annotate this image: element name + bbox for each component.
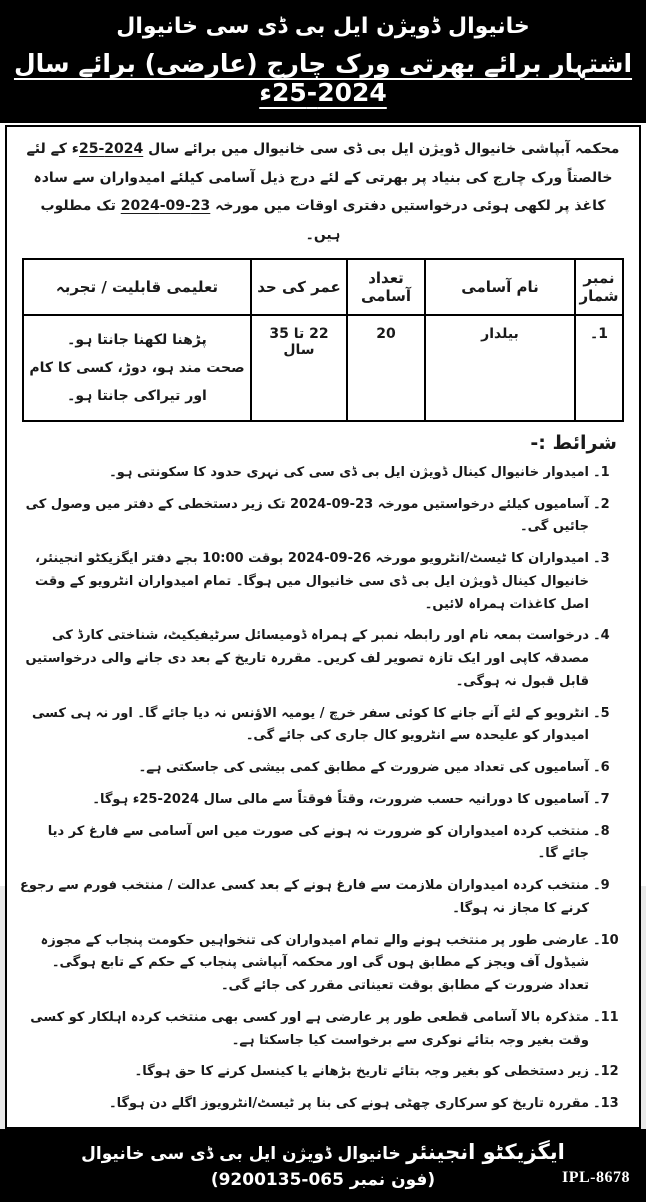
condition-item-10 bbox=[17, 930, 625, 998]
cell-qualification bbox=[23, 315, 251, 421]
department-title: خانیوال ڈویژن ایل بی ڈی سی خانیوال bbox=[116, 14, 530, 39]
intro-year: 2024-25 bbox=[78, 141, 144, 157]
condition-item-6 bbox=[17, 757, 625, 780]
col-serial-number: نمبر شمار bbox=[575, 259, 623, 315]
issuing-authority bbox=[10, 1138, 636, 1167]
condition-item-13 bbox=[17, 1093, 625, 1116]
col-number-of-posts: تعداد آسامی bbox=[347, 259, 425, 315]
condition-number: 6۔ bbox=[593, 760, 610, 775]
cell-post-name: بیلدار bbox=[425, 315, 575, 421]
condition-text: زیر دستخطی کو بغیر وجہ بتائے تاریخ بڑھانے یا کینسل کرنے کا حق ہوگا۔ bbox=[134, 1064, 589, 1080]
condition-number: 8۔ bbox=[593, 823, 610, 839]
content-area bbox=[5, 125, 641, 1129]
advertisement-title: اشتہار برائے بھرتی ورک چارج (عارضی) برائے سال 2024-25ء bbox=[13, 49, 633, 107]
condition-item-11 bbox=[17, 1007, 625, 1053]
qualification-line-2: صحت مند ہو، دوڑ، کسی کا کام اور تیراکی جانتا ہو۔ bbox=[29, 359, 245, 404]
conditions-heading: شرائط :- bbox=[530, 431, 617, 454]
condition-number: 2۔ bbox=[593, 496, 610, 512]
intro-deadline-date: 23-09-2024 bbox=[120, 198, 211, 215]
intro-text-3: تک مطلوب ہیں۔ bbox=[40, 198, 341, 244]
condition-item-7 bbox=[17, 789, 625, 812]
condition-text: عارضی طور پر منتخب ہونے والے تمام امیدواران کی تنخواہیں حکومت پنجاب کے مجوزہ شیڈول آف ویجز کے مطابق ہوں گی اور محکمہ آبپاشی پنجاب کے حکم کے تابع ہوگی۔ تعداد ضرورت کے مطابق بوقت تعیناتی مقرر کی جائے گی۔ bbox=[40, 932, 589, 993]
condition-text: امیدوار خانیوال کینال ڈویژن ایل بی ڈی سی کی نہری حدود کا سکونتی ہو۔ bbox=[109, 464, 589, 480]
table-header-row bbox=[23, 259, 623, 315]
vacancy-table bbox=[22, 258, 624, 422]
condition-item-4 bbox=[17, 625, 625, 693]
condition-text: منتخب کردہ امیدواران کو ضرورت نہ ہونے کی صورت میں اس آسامی سے فارغ کر دیا جائے گا۔ bbox=[47, 823, 589, 862]
condition-number: 1۔ bbox=[593, 464, 610, 480]
table-row bbox=[23, 315, 623, 421]
condition-item-9 bbox=[17, 875, 625, 921]
cell-number-of-posts: 20 bbox=[347, 315, 425, 421]
condition-text: انٹرویو کے لئے آنے جانے کا کوئی سفر خرچ / یومیہ الاؤنس نہ دیا جائے گا۔ اور نہ ہی کسی امیدوار کو علیحدہ سے انٹرویو کال جاری کی جائے گی۔ bbox=[32, 705, 589, 744]
condition-text: امیدواران کا ٹیسٹ/انٹرویو مورخہ 26-09-2024 بوقت 10:00 بجے دفتر ایگزیکٹو انجینئر، خانیوال کینال ڈویژن ایل بی ڈی سی خانیوال میں ہوگا۔ تمام امیدواران انٹرویو کے وقت اصل کاغذات ہمراہ لائیں۔ bbox=[34, 551, 589, 612]
condition-number: 7۔ bbox=[593, 791, 610, 807]
condition-number: 3۔ bbox=[593, 551, 610, 566]
condition-text: منتخب کردہ امیدواران ملازمت سے فارغ ہونے کے بعد کسی عدالت / منتخب فورم سے رجوع کرنے کا مجاز نہ ہوگا۔ bbox=[20, 878, 589, 916]
intro-text-1: محکمہ آبپاشی خانیوال ڈویژن ایل بی ڈی سی خانیوال میں برائے سال bbox=[143, 141, 620, 157]
footer-band bbox=[0, 1129, 646, 1202]
condition-text: آسامیوں کی تعداد میں ضرورت کے مطابق کمی بیشی کی جاسکتی ہے۔ bbox=[138, 760, 589, 775]
condition-text: درخواست بمعہ نام اور رابطہ نمبر کے ہمراہ ڈومیسائل سرٹیفیکیٹ، شناختی کارڈ کی مصدقہ کاپی اور ایک تازہ تصویر لف کریں۔ مقررہ تاریخ کے بعد دی جانے والی درخواستیں قابل قبول نہ ہوگی۔ bbox=[25, 628, 589, 689]
officer-designation: ایگزیکٹو انجینئر bbox=[406, 1139, 565, 1164]
condition-item-8 bbox=[17, 821, 625, 867]
phone-number: (فون نمبر 065-9200135) bbox=[210, 1170, 436, 1191]
condition-item-3 bbox=[17, 548, 625, 616]
col-post-name: نام آسامی bbox=[425, 259, 575, 315]
ipl-reference-number: IPL-8678 bbox=[562, 1169, 630, 1187]
qualification-line-1: پڑھنا لکھنا جانتا ہو۔ bbox=[67, 331, 207, 348]
cell-age-limit: 22 تا 35 سال bbox=[251, 315, 347, 421]
condition-text: متذکرہ بالا آسامی قطعی طور پر عارضی ہے اور کسی بھی منتخب کردہ اہلکار کو کسی وقت بغیر وجہ بتائے نوکری سے برخواست کیا جاسکتا ہے۔ bbox=[30, 1009, 589, 1048]
col-qualification: تعلیمی قابلیت / تجربہ bbox=[23, 259, 251, 315]
condition-item-1 bbox=[17, 462, 625, 485]
condition-number: 9۔ bbox=[593, 878, 610, 893]
condition-number: 10۔ bbox=[593, 932, 619, 948]
condition-number: 13۔ bbox=[593, 1096, 619, 1111]
condition-number: 4۔ bbox=[593, 628, 610, 644]
condition-number: 11۔ bbox=[593, 1009, 619, 1025]
condition-number: 12۔ bbox=[593, 1064, 619, 1080]
condition-item-2 bbox=[17, 494, 625, 540]
conditions-list bbox=[15, 462, 631, 1116]
condition-item-12 bbox=[17, 1061, 625, 1084]
condition-item-5 bbox=[17, 703, 625, 749]
cell-serial-number: 1۔ bbox=[575, 315, 623, 421]
header-band bbox=[0, 0, 646, 123]
officer-division: خانیوال ڈویژن ایل بی ڈی سی خانیوال bbox=[81, 1143, 401, 1164]
condition-text: مقررہ تاریخ کو سرکاری چھٹی ہونے کی بنا پر ٹیسٹ/انٹرویوز اگلے دن ہوگا۔ bbox=[108, 1096, 589, 1111]
condition-text: آسامیوں کیلئے درخواستیں مورخہ 23-09-2024 تک زیر دستخطی کے دفتر میں وصول کی جائیں گی۔ bbox=[25, 496, 589, 535]
condition-number: 5۔ bbox=[593, 705, 610, 721]
col-age-limit: عمر کی حد bbox=[251, 259, 347, 315]
intro-text-2: ء کے لئے خالصتاً ورک چارج کی بنیاد پر بھرتی کے لئے درج ذیل آسامی کیلئے امیدواران سے سادہ کاغذ پر لکھی ہوئی درخواستیں دفتری اوقات میں مورخہ bbox=[26, 141, 613, 215]
condition-text: آسامیوں کا دورانیہ حسب ضرورت، وقتاً فوقتاً سے مالی سال 2024-25ء ہوگا۔ bbox=[92, 791, 589, 807]
intro-paragraph bbox=[23, 135, 623, 250]
